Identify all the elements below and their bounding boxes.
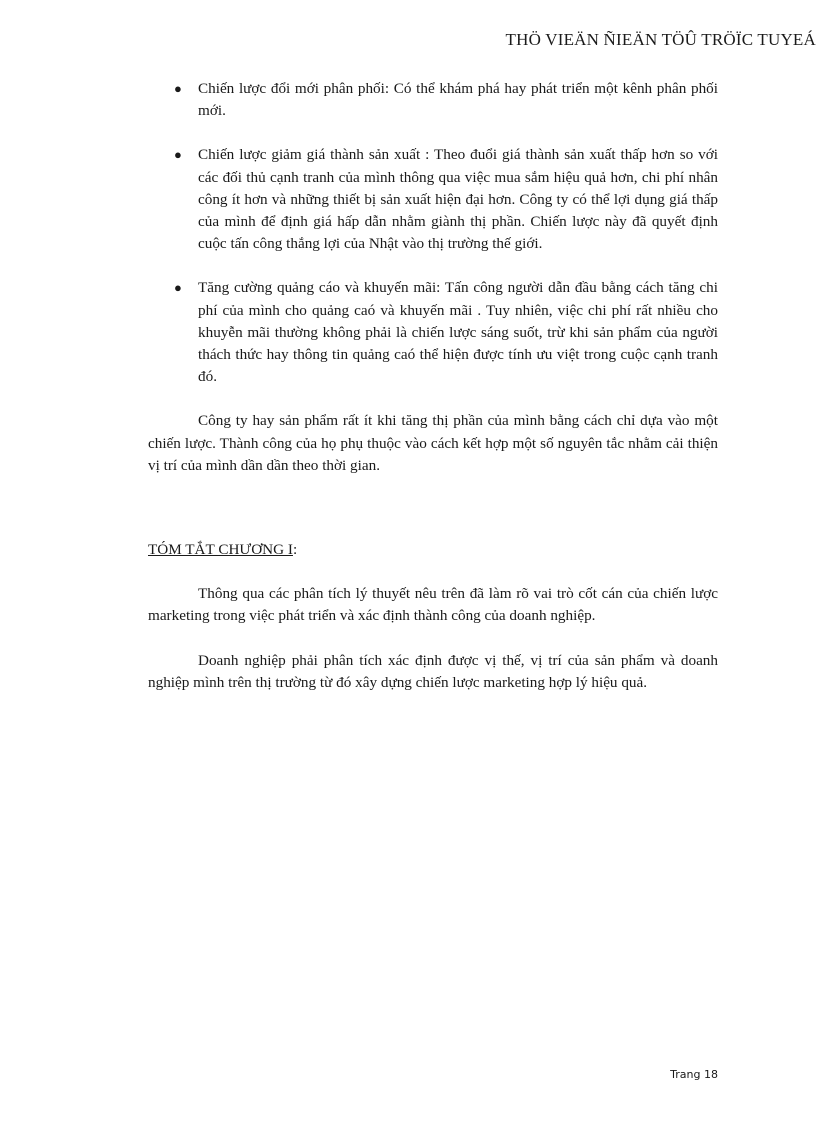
bullet-icon: ●	[174, 280, 182, 296]
list-item	[148, 144, 718, 255]
page-header: THÖ VIEÄN ÑIEÄN TÖÛ TRÖÏC TUYEÁ	[505, 30, 816, 49]
bullet-icon: ●	[174, 147, 182, 163]
bullet-icon: ●	[174, 81, 182, 96]
body-paragraph: Doanh nghiệp phải phân tích xác định được vị thế, vị trí của sản phẩm và doanh nghiệp mình trên thị trường từ đó xây dựng chiến lược marketing hợp lý hiệu quả.	[148, 651, 718, 691]
list-item-text: Chiến lược đổi mới phân phối: Có thể khám phá hay phát triển một kênh phân phối mới.	[198, 80, 718, 120]
section-title-colon: :	[292, 541, 298, 559]
list-item	[148, 78, 718, 122]
section-title-text: TÓM TẮT CHƯƠNG I	[148, 541, 293, 559]
section-heading	[148, 539, 718, 561]
list-item	[148, 277, 718, 388]
body-paragraph: Công ty hay sản phẩm rất ít khi tăng thị phần của mình bằng cách chỉ dựa vào một chiến lược. Thành công của họ phụ thuộc vào cách kết hợp một số nguyên tắc nhằm cải thiện vị trí của mình dần dần theo thời gian.	[148, 412, 718, 474]
page-number: Trang 18	[670, 1068, 718, 1081]
strategy-list	[148, 78, 718, 388]
page-content	[148, 78, 718, 716]
body-paragraph: Thông qua các phân tích lý thuyết nêu trên đã làm rõ vai trò cốt cán của chiến lược marketing trong việc phát triển và xác định thành công của doanh nghiệp.	[148, 585, 718, 625]
list-item-text: Chiến lược giảm giá thành sản xuất : Theo đuổi giá thành sản xuất thấp hơn so với các đối thủ cạnh tranh của mình thông qua việc mua sắm hiệu quả hơn, chi phí nhân công ít hơn và những thiết bị sản xuất hiện đại hơn. Công ty có thể lợi dụng giá thấp của mình để định giá hấp dẫn nhằm giành thị phần. Chiến lược này đã quyết định cuộc tấn công thắng lợi của Nhật vào thị trường thế giới.	[198, 146, 718, 253]
list-item-text: Tăng cường quảng cáo và khuyến mãi: Tấn công người dẫn đầu bằng cách tăng chi phí của mình cho quảng caó và khuyến mãi . Tuy nhiên, việc chi phí rất nhiều cho khuyễn mãi thường không phải là chiến lược sáng suốt, trừ khi sản phẩm của người thách thức hay thông tin quảng caó thể hiện được tính ưu việt trong cuộc cạnh tranh đó.	[198, 279, 718, 386]
